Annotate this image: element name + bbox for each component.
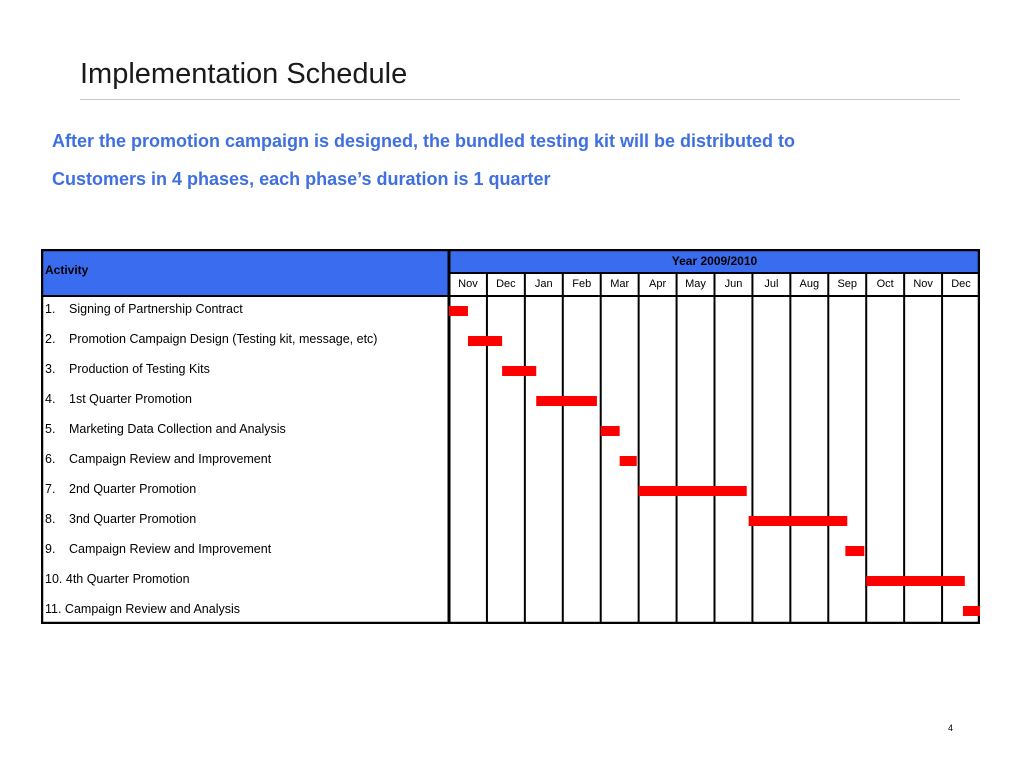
- activity-number: 3.: [45, 362, 56, 376]
- month-label: Nov: [913, 278, 933, 290]
- gantt-bar: [502, 366, 536, 376]
- month-label: Apr: [649, 278, 667, 290]
- activity-row: [45, 422, 286, 436]
- gantt-bar: [449, 306, 468, 316]
- activity-number: 11.: [45, 602, 62, 616]
- activity-label: Promotion Campaign Design (Testing kit, message, etc): [69, 332, 378, 346]
- activity-number: 6.: [45, 452, 56, 466]
- activity-header-fill: [41, 249, 449, 296]
- activity-row: [45, 542, 271, 556]
- activity-label: Production of Testing Kits: [69, 362, 210, 376]
- month-label: Feb: [572, 278, 592, 290]
- gantt-bar: [468, 336, 502, 346]
- activity-number: 5.: [45, 422, 56, 436]
- activity-label: Campaign Review and Improvement: [69, 452, 272, 466]
- gantt-bar: [963, 606, 980, 616]
- gantt-bar: [536, 396, 597, 406]
- activity-row: [45, 512, 196, 526]
- gantt-bar: [845, 546, 864, 556]
- activity-number: 7.: [45, 482, 56, 496]
- activity-label: 4th Quarter Promotion: [62, 572, 190, 586]
- activity-number: 1.: [45, 302, 56, 316]
- activity-number: 10.: [45, 572, 63, 586]
- month-label: Oct: [876, 278, 894, 290]
- month-label: Nov: [458, 278, 478, 290]
- month-label: Sep: [837, 278, 858, 290]
- activity-label: 2nd Quarter Promotion: [69, 482, 197, 496]
- month-label: Dec: [951, 278, 971, 290]
- month-label: Jun: [724, 278, 743, 290]
- activity-label: 1st Quarter Promotion: [69, 392, 192, 406]
- page-number: 4: [948, 723, 954, 733]
- activity-number: 9.: [45, 542, 56, 556]
- slide-title: Implementation Schedule: [80, 58, 408, 90]
- activity-label: Signing of Partnership Contract: [69, 302, 243, 316]
- activity-number: 8.: [45, 512, 56, 526]
- month-label: Mar: [610, 278, 630, 290]
- activity-number: 2.: [45, 332, 56, 346]
- month-label: Dec: [496, 278, 516, 290]
- gantt-bar: [866, 576, 965, 586]
- month-label: Jan: [534, 278, 553, 290]
- activity-label: Campaign Review and Improvement: [69, 542, 272, 556]
- activity-row: [45, 452, 271, 466]
- activity-number: 4.: [45, 392, 56, 406]
- title-divider: [80, 99, 960, 100]
- month-label: May: [685, 278, 706, 290]
- activity-row: [45, 482, 196, 496]
- activity-row: [45, 572, 190, 586]
- activity-column-header: Activity: [45, 263, 89, 277]
- activity-row: [45, 332, 377, 346]
- month-label: Aug: [799, 278, 820, 290]
- activity-label: Campaign Review and Analysis: [61, 602, 241, 616]
- subtitle-line-2: Customers in 4 phases, each phase’s duration is 1 quarter: [52, 169, 551, 189]
- activity-label: Marketing Data Collection and Analysis: [69, 422, 286, 436]
- gantt-bar: [601, 426, 620, 436]
- activity-row: [45, 302, 243, 316]
- gantt-chart: [41, 249, 980, 624]
- gantt-bar: [620, 456, 637, 466]
- slide-subtitle: [52, 122, 972, 198]
- activity-row: [45, 602, 240, 616]
- year-header: Year 2009/2010: [671, 254, 758, 268]
- subtitle-line-1: After the promotion campaign is designed, the bundled testing kit will be distributed to: [52, 131, 796, 151]
- gantt-bar: [749, 516, 848, 526]
- activity-row: [45, 392, 192, 406]
- gantt-bar: [639, 486, 747, 496]
- activity-row: [45, 362, 210, 376]
- month-label: Jul: [764, 278, 779, 290]
- activity-label: 3nd Quarter Promotion: [69, 512, 197, 526]
